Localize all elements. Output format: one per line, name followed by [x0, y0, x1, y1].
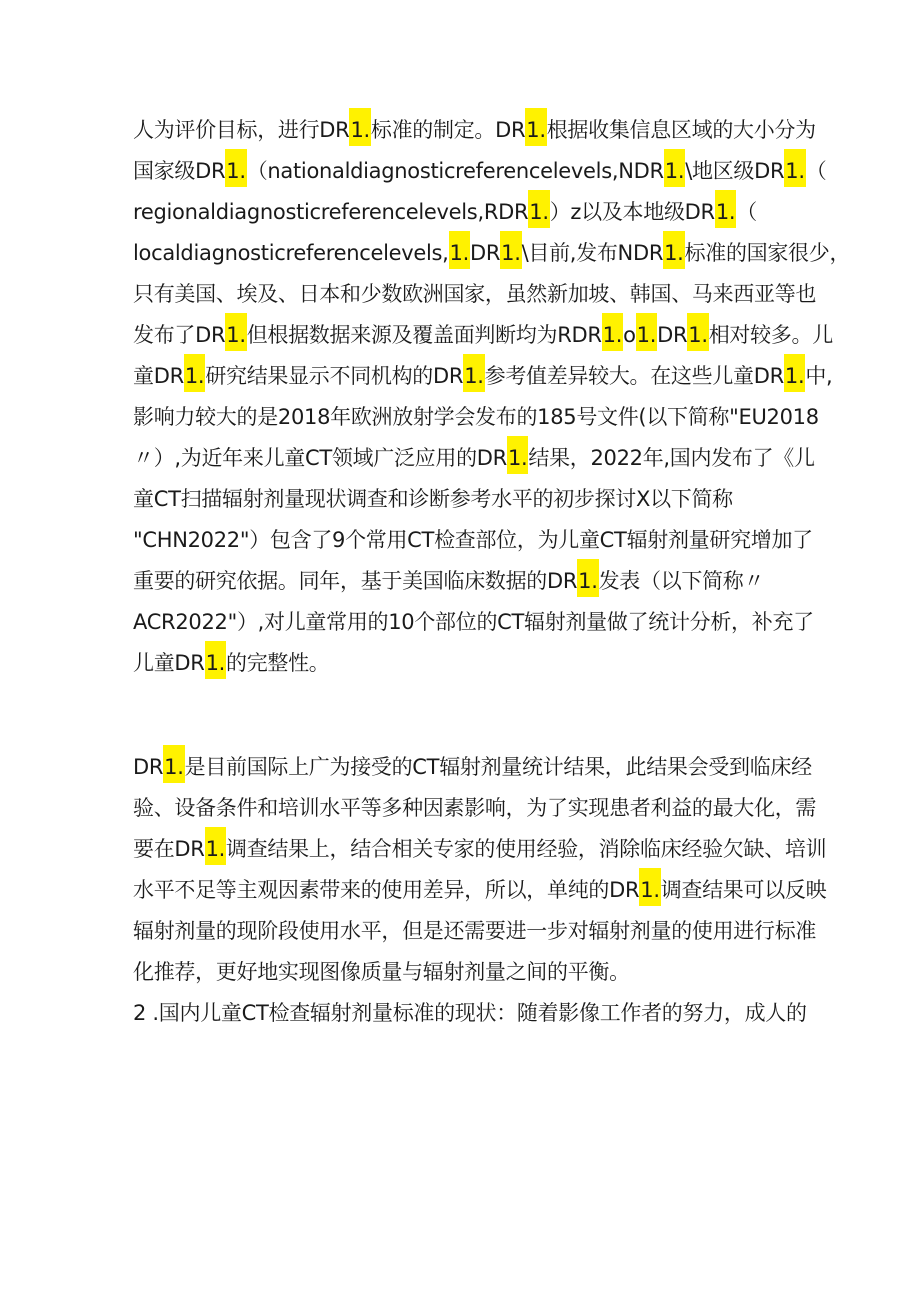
highlighted-marker: 1. — [163, 745, 184, 783]
text-segment: \目前,发布NDR — [521, 241, 664, 265]
highlighted-marker: 1. — [784, 354, 805, 392]
text-line — [133, 197, 793, 227]
text-segment: 标准的国家很少， — [684, 241, 851, 265]
highlighted-marker: 1. — [663, 231, 684, 269]
text-line — [133, 361, 833, 391]
highlighted-marker: 1. — [507, 436, 528, 474]
text-segment: 验、设备条件和培训水平等多种因素影响，为了实现患者利益的最大化，需 — [133, 796, 817, 820]
highlighted-marker: 1. — [664, 149, 685, 187]
highlighted-marker: 1. — [500, 231, 521, 269]
text-segment: 结果，2022年,国内发布了《儿 — [528, 446, 815, 470]
text-segment: 水平不足等主观因素带来的使用差异，所以，单纯的DR — [133, 878, 640, 902]
text-line — [133, 875, 827, 905]
highlighted-marker: 1. — [639, 868, 660, 906]
highlighted-marker: 1. — [463, 354, 484, 392]
text-line — [133, 484, 793, 514]
text-segment: 调查结果可以反映 — [660, 878, 827, 902]
text-segment: （ — [805, 159, 827, 183]
text-segment: （ — [736, 200, 757, 224]
text-segment: 发布了DR — [133, 323, 226, 347]
text-line — [133, 156, 827, 186]
text-segment: 相对较多。儿 — [708, 323, 833, 347]
text-segment: ）z以及本地级DR — [549, 200, 715, 224]
highlighted-marker: 1. — [449, 231, 470, 269]
text-segment: 只有美国、埃及、日本和少数欧洲国家，虽然新加坡、韩国、马来西亚等也 — [133, 282, 817, 306]
text-line — [133, 998, 807, 1028]
text-segment: regionaldiagnosticreferencelevels,RDR — [133, 200, 529, 224]
text-line — [133, 279, 817, 309]
text-segment: 重要的研究依据。同年，基于美国临床数据的DR — [133, 569, 578, 593]
highlighted-marker: 1. — [602, 313, 623, 351]
text-segment: 调查结果上，结合相关专家的使用经验，消除临床经验欠缺、培训 — [226, 837, 827, 861]
text-segment: ACR2022"）,对儿童常用的10个部位的CT辐射剂量做了统计分析，补充了 — [133, 610, 814, 634]
text-line — [133, 566, 793, 596]
text-line — [133, 916, 817, 946]
text-line — [133, 443, 815, 473]
highlighted-marker: 1. — [528, 190, 549, 228]
highlighted-marker: 1. — [636, 313, 657, 351]
text-line — [133, 238, 851, 268]
text-segment: 2 .国内儿童CT检查辐射剂量标准的现状：随着影像工作者的努力，成人的 — [133, 1001, 807, 1025]
text-line — [133, 607, 814, 637]
highlighted-marker: 1. — [225, 149, 246, 187]
text-line — [133, 834, 827, 864]
text-segment: \地区级DR — [685, 159, 785, 183]
text-line — [133, 752, 812, 782]
text-line — [133, 402, 819, 432]
text-line — [133, 320, 833, 350]
text-segment: DR — [657, 323, 688, 347]
text-segment: 国家级DR — [133, 159, 226, 183]
text-segment: 童CT扫描辐射剂量现状调查和诊断参考水平的初步探讨X以下简称 — [133, 487, 733, 511]
highlighted-marker: 1. — [687, 313, 708, 351]
text-segment: "CHN2022"）包含了9个常用CT检查部位，为儿童CT辐射剂量研究增加了 — [133, 528, 813, 552]
text-segment: 儿童DR — [133, 651, 205, 675]
text-segment: 标准的制定。DR — [370, 118, 526, 142]
text-line — [133, 793, 817, 823]
text-line — [133, 115, 816, 145]
text-segment: 影响力较大的是2018年欧洲放射学会发布的185号文件(以下简称"EU2018 — [133, 405, 819, 429]
text-segment: 化推荐，更好地实现图像质量与辐射剂量之间的平衡。 — [133, 960, 630, 984]
text-segment: 是目前国际上广为接受的CT辐射剂量统计结果，此结果会受到临床经 — [184, 755, 812, 779]
text-segment: 参考值差异较大。在这些儿童DR — [484, 364, 784, 388]
highlighted-marker: 1. — [225, 313, 246, 351]
text-line — [133, 957, 793, 987]
highlighted-marker: 1. — [184, 354, 205, 392]
highlighted-marker: 1. — [577, 559, 598, 597]
highlighted-marker: 1. — [349, 108, 370, 146]
highlighted-marker: 1. — [715, 190, 736, 228]
text-segment: 童DR — [133, 364, 184, 388]
text-segment: 发表（以下简称〃 — [598, 569, 765, 593]
text-segment: 人为评价目标，进行DR — [133, 118, 350, 142]
highlighted-marker: 1. — [205, 641, 226, 679]
text-segment: 但根据数据来源及覆盖面判断均为RDR — [246, 323, 602, 347]
highlighted-marker: 1. — [205, 827, 226, 865]
text-line — [133, 525, 813, 555]
highlighted-marker: 1. — [784, 149, 805, 187]
text-segment: 研究结果显示不同机构的DR — [205, 364, 464, 388]
text-segment: 要在DR — [133, 837, 205, 861]
text-segment: localdiagnosticreferencelevels, — [133, 241, 449, 265]
text-segment: DR — [133, 755, 164, 779]
text-segment: 〃）,为近年来儿童CT领域广泛应用的DR — [133, 446, 507, 470]
highlighted-marker: 1. — [525, 108, 546, 146]
text-segment: 的完整性。 — [226, 651, 330, 675]
text-segment: DR — [469, 241, 501, 265]
text-segment: o — [623, 323, 636, 347]
text-segment: 辐射剂量的现阶段使用水平，但是还需要进一步对辐射剂量的使用进行标准 — [133, 919, 817, 943]
text-segment: 中, — [805, 364, 833, 388]
text-segment: （nationaldiagnosticreferencelevels,NDR — [246, 159, 664, 183]
text-line — [133, 648, 793, 678]
text-segment: 根据收集信息区域的大小分为 — [546, 118, 816, 142]
